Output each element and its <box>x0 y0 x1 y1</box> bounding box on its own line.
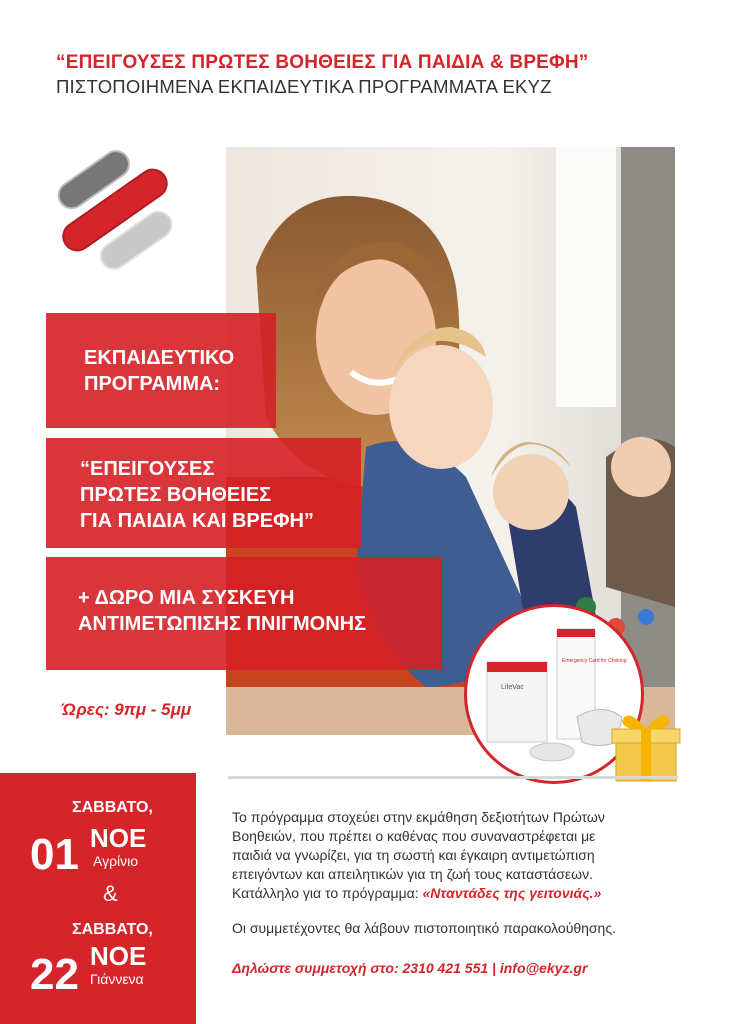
certificate-note: Οι συμμετέχοντες θα λάβουν πιστοποιητικό παρακολούθησης. <box>232 920 616 936</box>
gift-line: ΑΝΤΙΜΕΤΩΠΙΣΗΣ ΠΝΙΓΜΟΝΗΣ <box>78 613 367 635</box>
page-title: “ΕΠΕΙΓΟΥΣΕΣ ΠΡΩΤΕΣ ΒΟΗΘΕΙΕΣ ΓΙΑ ΠΑΙΔΙΑ & ΒΡΕΦΗ” <box>56 52 589 73</box>
product-box-text: Emergency Card for Choking <box>562 658 627 664</box>
divider <box>228 776 678 779</box>
suitability-label: Κατάλληλο για το πρόγραμμα: <box>232 885 423 901</box>
product-brand-text: LifeVac <box>501 684 524 691</box>
program-name-panel <box>46 438 361 548</box>
description-line: Βοηθειών, που πρέπει ο καθένας που συναναστρέφεται με <box>232 828 596 844</box>
ekyz-logo <box>50 150 180 270</box>
suitability-highlight: «Νταντάδες της γειτονιάς.» <box>422 885 602 901</box>
gift-box-icon <box>610 705 682 785</box>
description-line <box>232 884 692 903</box>
date-separator: & <box>103 881 118 906</box>
program-description <box>232 808 692 903</box>
date-number: 01 <box>30 830 79 879</box>
program-name-line: ΓΙΑ ΠΑΙΔΙΑ ΚΑΙ ΒΡΕΦΗ” <box>80 510 314 532</box>
description-line: Το πρόγραμμα στοχεύει στην εκμάθηση δεξιοτήτων Πρώτων <box>232 809 605 825</box>
dates-block <box>0 773 196 1024</box>
date-month: ΝΟΕ <box>90 941 147 971</box>
date-weekday: ΣΑΒΒΑΤΟ, <box>72 799 153 816</box>
description-line: επειγόντων και απειλητικών για τη ζωή τους καταστάσεων. <box>232 866 593 882</box>
program-label-line: ΠΡΟΓΡΑΜΜΑ: <box>84 373 221 395</box>
program-label-panel <box>46 313 276 428</box>
date-city: Αγρίνιο <box>93 853 139 869</box>
date-number: 22 <box>30 950 79 999</box>
program-label-line: ΕΚΠΑΙΔΕΥΤΙΚΟ <box>84 347 235 369</box>
date-city: Γιάννενα <box>90 971 144 987</box>
header <box>56 52 696 98</box>
gift-line: + ΔΩΡΟ ΜΙΑ ΣΥΣΚΕΥΗ <box>78 587 295 609</box>
description-line: παιδιά να γνωρίζει, για τη σωστή και έγκαιρη αντιμετώπιση <box>232 847 595 863</box>
date-weekday: ΣΑΒΒΑΤΟ, <box>72 921 153 938</box>
page-subtitle: ΠΙΣΤΟΠΟΙΗΜΕΝΑ ΕΚΠΑΙΔΕΥΤΙΚΑ ΠΡΟΓΡΑΜΜΑΤΑ ΕΚΥΖ <box>56 76 552 97</box>
program-name-line: “ΕΠΕΙΓΟΥΣΕΣ <box>80 458 215 480</box>
gift-panel <box>46 557 442 670</box>
hours-text: Ώρες: 9πμ - 5μμ <box>62 700 192 719</box>
date-month: ΝΟΕ <box>90 823 147 853</box>
program-name-line: ΠΡΩΤΕΣ ΒΟΗΘΕΙΕΣ <box>80 484 272 506</box>
contact-info[interactable]: Δηλώστε συμμετοχή στο: 2310 421 551 | info@ekyz.gr <box>232 960 588 976</box>
